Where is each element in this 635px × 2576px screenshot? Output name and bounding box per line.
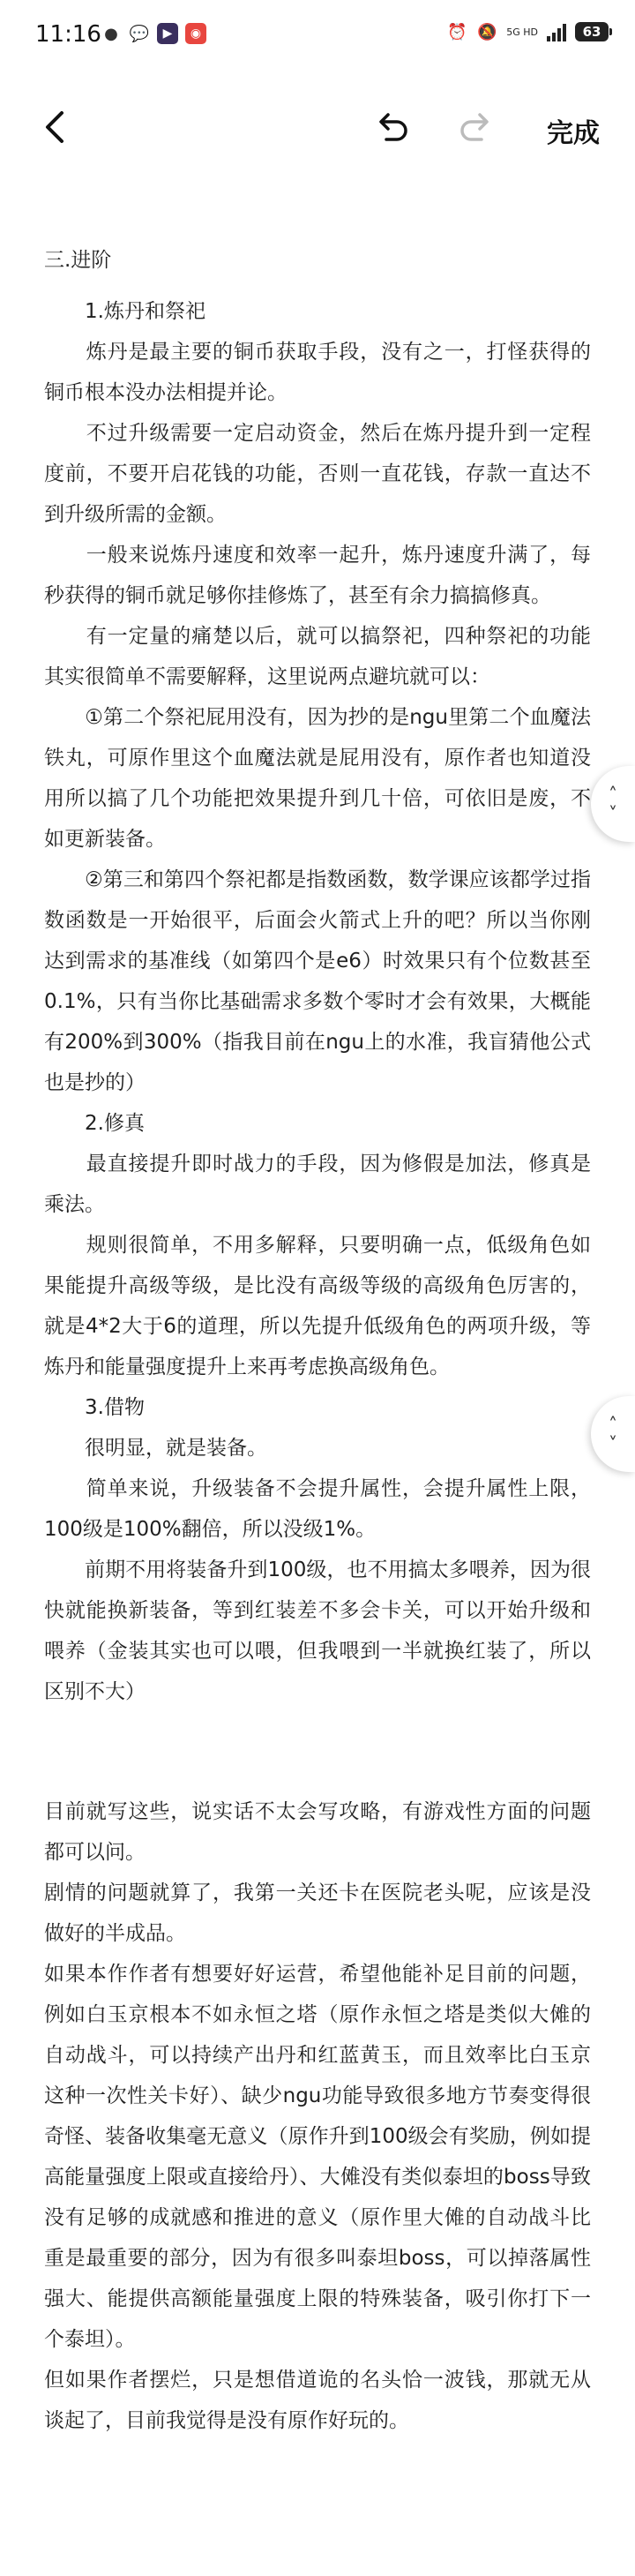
done-button[interactable]: 完成 [547, 118, 600, 149]
undo-icon[interactable] [370, 106, 413, 148]
subheading: 2.修真 [44, 1112, 145, 1135]
battery-level: 63 [582, 24, 601, 40]
paragraph: 一般来说炼丹速度和效率一起升，炼丹速度升满了，每秒获得的铜币就足够你挂修炼了，甚至有余力搞搞修真。 [44, 544, 591, 607]
paragraph: 炼丹是最主要的铜币获取手段，没有之一，打怪获得的铜币根本没办法相提并论。 [44, 341, 591, 404]
back-arrow-icon[interactable] [39, 108, 74, 146]
network-label: 5G HD [506, 26, 538, 38]
chevron-up-icon: ˄ [609, 1414, 617, 1435]
subheading: 3.借物 [44, 1396, 145, 1419]
status-time: 11:16 [35, 21, 101, 48]
battery-icon [575, 22, 609, 41]
note-body[interactable] [44, 240, 591, 2441]
paragraph: 剧情的问题就算了，我第一关还卡在医院老头呢，应该是没做好的半成品。 [44, 1881, 591, 1945]
paragraph: 规则很简单，不用多解释，只要明确一点，低级角色如果能提升高级等级，是比没有高级等级的高级角色厉害的，就是4*2大于6的道理，所以先提升低级角色的两项升级，等炼丹和能量强度提升上来再考虑换高级角色。 [44, 1234, 591, 1378]
chevron-up-icon: ˄ [609, 784, 617, 805]
paragraph: ①第二个祭祀屁用没有，因为抄的是ngu里第二个血魔法铁丸，可原作里这个血魔法就是屁用没有，原作者也知道没用所以搞了几个功能把效果提升到几十倍，可依旧是废，不如更新装备。 [44, 706, 591, 851]
status-right [446, 21, 609, 42]
app-notification-icon: ▶ [157, 23, 178, 44]
chevron-down-icon: ˅ [609, 1433, 617, 1454]
notification-icons [101, 23, 206, 44]
section-heading: 三.进阶 [44, 249, 112, 272]
paragraph: 目前就写这些，说实话不太会写攻略，有游戏性方面的问题都可以问。 [44, 1800, 591, 1864]
paragraph: 如果本作作者有想要好好运营，希望他能补足目前的问题，例如白玉京根本不如永恒之塔（原作永恒之塔是类似大傩的自动战斗，可以持续产出丹和红蓝黄玉，而且效率比白玉京这种一次性关卡好）、缺少ngu功能导致很多地方节奏变得很奇怪、装备收集毫无意义（原作升到100级会有奖励，例如提高能量强度上限或直接给丹）、大傩没有类似泰坦的boss导致没有足够的成就感和推进的意义（原作里大傩的自动战斗比重是最重要的部分，因为有很多叫泰坦boss，可以掉落属性强大、能提供高额能量强度上限的特殊装备，吸引你打下一个泰坦）。 [44, 1963, 591, 2351]
redo-icon[interactable] [455, 106, 497, 148]
app-notification-icon-2: ◉ [185, 23, 206, 44]
scroll-handle[interactable] [591, 1396, 635, 1472]
signal-icon [547, 22, 566, 41]
subheading: 1.炼丹和祭祀 [44, 300, 205, 323]
paragraph: 有一定量的痛楚以后，就可以搞祭祀，四种祭祀的功能其实很简单不需要解释，这里说两点避坑就可以： [44, 625, 591, 688]
scroll-handle[interactable] [591, 766, 635, 842]
paragraph: 但如果作者摆烂，只是想借道诡的名头恰一波钱，那就无从谈起了，目前我觉得是没有原作好玩的。 [44, 2369, 591, 2432]
status-bar [0, 0, 635, 71]
paragraph: 很明显，就是装备。 [44, 1437, 267, 1460]
paragraph: 不过升级需要一定启动资金，然后在炼丹提升到一定程度前，不要开启花钱的功能，否则一直花钱，存款一直达不到升级所需的金额。 [44, 422, 591, 526]
editor-toolbar [0, 88, 635, 168]
mute-icon: 🔕 [477, 22, 497, 41]
notification-dot-icon: ● [104, 24, 118, 43]
paragraph: 最直接提升即时战力的手段，因为修假是加法，修真是乘法。 [44, 1153, 591, 1216]
paragraph: ②第三和第四个祭祀都是指数函数，数学课应该都学过指数函数是一开始很平，后面会火箭式上升的吧？所以当你刚达到需求的基准线（如第四个是e6）时效果只有个位数甚至0.1%，只有当你比基础需求多数个零时才会有效果，大概能有200%到300%（指我目前在ngu上的水准，我盲猜他公式也是抄的） [44, 868, 591, 1094]
paragraph: 前期不用将装备升到100级，也不用搞太多喂养，因为很快就能换新装备，等到红装差不多会卡关，可以开始升级和喂养（金装其实也可以喂，但我喂到一半就换红装了，所以区别不大） [44, 1558, 591, 1703]
chat-bubble-icon: 💬 [129, 24, 150, 43]
chevron-down-icon: ˅ [609, 803, 617, 824]
paragraph: 简单来说，升级装备不会提升属性，会提升属性上限，100级是100%翻倍，所以没级1%。 [44, 1477, 591, 1541]
alarm-icon: ⏰ [447, 22, 467, 41]
